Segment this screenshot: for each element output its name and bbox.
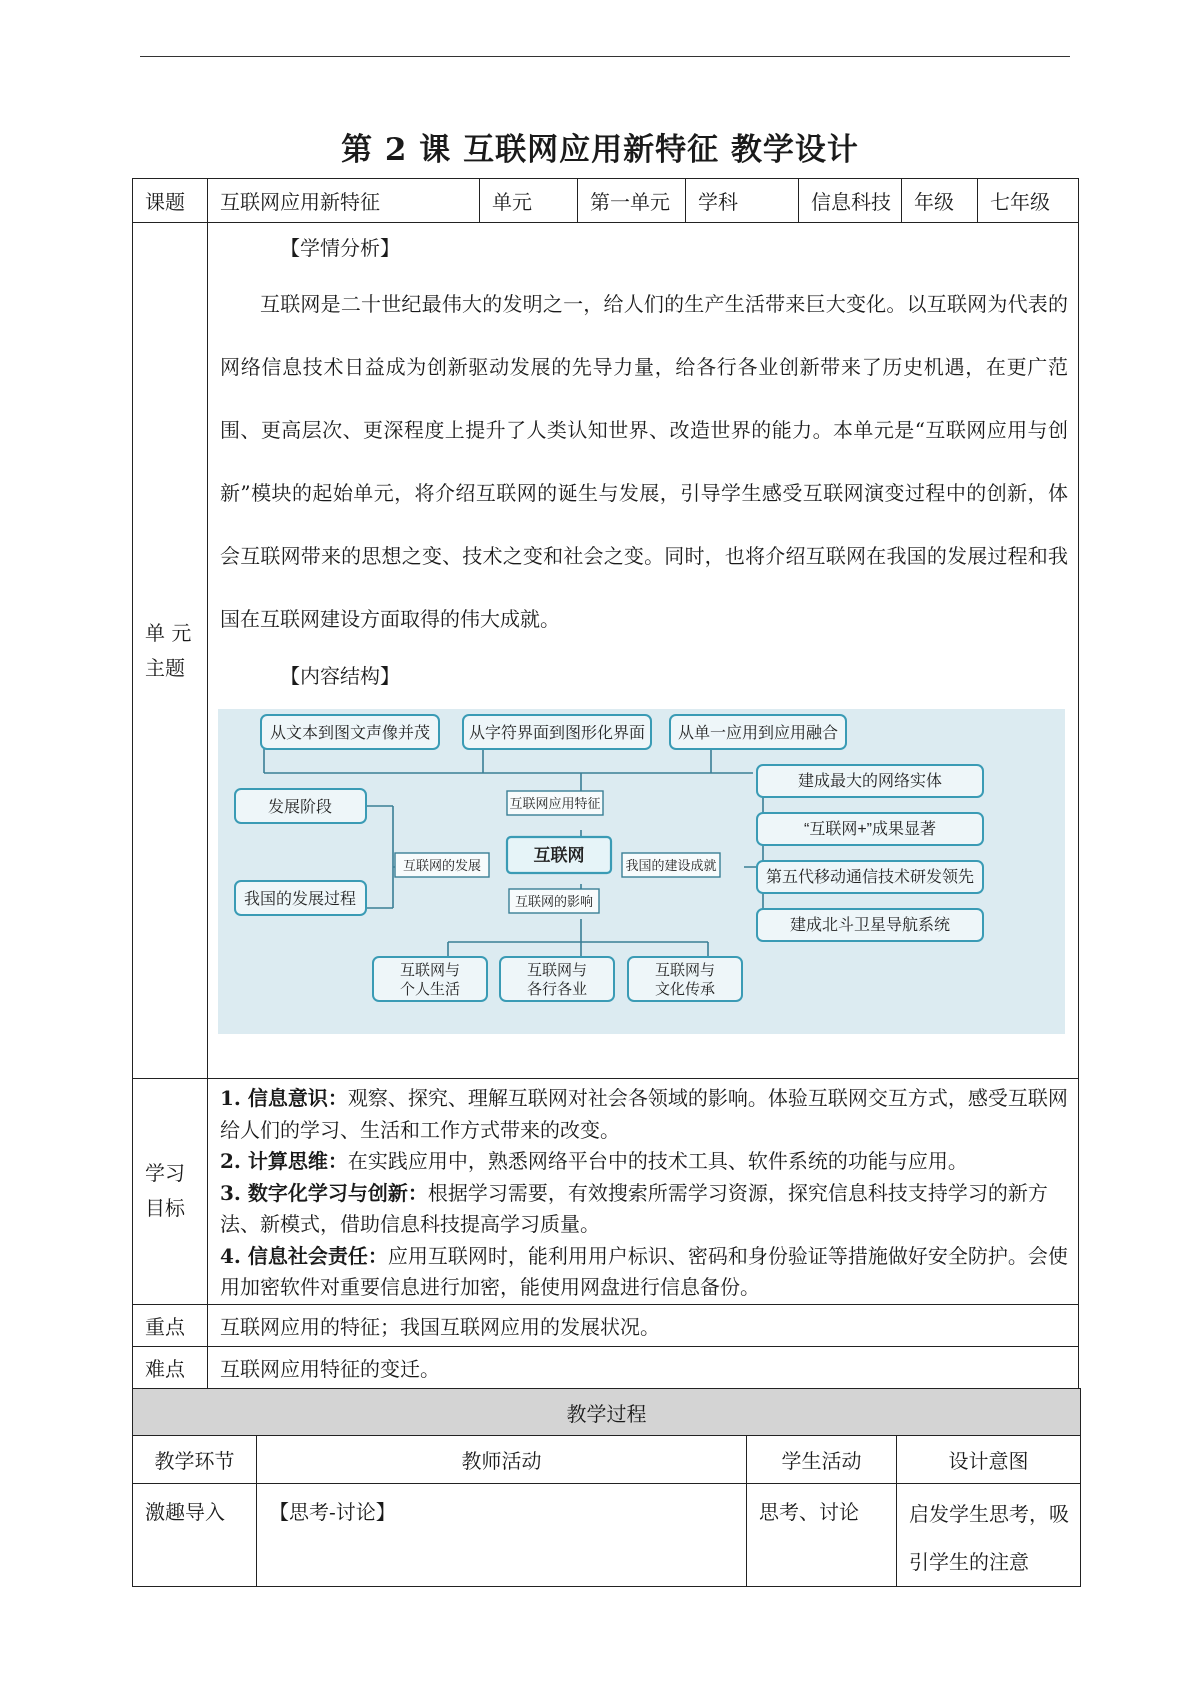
- analysis-heading: 【学情分析】: [280, 236, 400, 260]
- node-bottom-1-text-line1: 互联网与: [399, 962, 461, 979]
- objective-item: [220, 1241, 1068, 1304]
- col-teacher-header: 教师活动: [257, 1436, 747, 1484]
- process-stage: 激趣导入: [133, 1484, 257, 1587]
- node-top-1-text: 从文本到图文声像并茂: [269, 725, 431, 742]
- process-design-intent: 启发学生思考，吸引学生的注意: [897, 1484, 1081, 1587]
- objectives-row: [133, 1079, 1079, 1305]
- objective-text: 在实践应用中，熟悉网络平台中的技术工具、软件系统的功能与应用。: [347, 1149, 968, 1173]
- objective-item: [220, 1178, 1068, 1241]
- label-development-text: 互联网的发展: [402, 858, 482, 873]
- process-header-row: [133, 1389, 1081, 1436]
- process-teacher-activity: 【思考-讨论】: [257, 1484, 747, 1587]
- unit-theme-label-line1: 单 元: [145, 620, 192, 645]
- unit-theme-label: [133, 223, 208, 1079]
- objectives-label: [133, 1079, 208, 1305]
- subject-value: 信息科技: [799, 179, 902, 223]
- unit-theme-label-line2: 主题: [145, 655, 185, 680]
- node-right-3-text: 第五代移动通信技术研发领先: [765, 869, 975, 886]
- objective-item: [220, 1083, 1068, 1146]
- key-points-label: 重点: [133, 1304, 208, 1346]
- node-bottom-3-text-line2: 文化传承: [654, 981, 716, 998]
- objective-item: [220, 1146, 1068, 1178]
- node-bottom-2-text-line1: 互联网与: [526, 962, 588, 979]
- subject-label: 学科: [686, 179, 799, 223]
- difficulties-text: 互联网应用特征的变迁。: [208, 1346, 1079, 1388]
- difficulties-row: [133, 1346, 1079, 1388]
- unit-theme-content: [208, 223, 1079, 1079]
- node-bottom-1-text-line2: 个人生活: [399, 981, 461, 998]
- process-header: 教学过程: [133, 1389, 1081, 1436]
- process-student-activity: 思考、讨论: [747, 1484, 897, 1587]
- analysis-paragraph: 互联网是二十世纪最伟大的发明之一，给人们的生产生活带来巨大变化。以互联网为代表的网络信息技术日益成为创新驱动发展的先导力量，给各行各业创新带来了历史机遇，在更广范围、更高层次、更深程度上提升了人类认知世界、改造世界的能力。本单元是“互联网应用与创新”模块的起始单元，将介绍互联网的诞生与发展，引导学生感受互联网演变过程中的创新，体会互联网带来的思想之变、技术之变和社会之变。同时，也将介绍互联网在我国的发展过程和我国在互联网建设方面取得的伟大成就。: [220, 292, 1068, 631]
- objectives-label-line2: 目标: [145, 1196, 185, 1221]
- topic-label: 课题: [133, 179, 208, 223]
- key-points-text: 互联网应用的特征；我国互联网应用的发展状况。: [208, 1304, 1079, 1346]
- objective-text: 根据学习需要，有效搜索所需学习资源，探究信息科技支持学习的新方法、新模式，借助信息科技提高学习质量。: [220, 1180, 1048, 1236]
- objective-title: 2. 计算思维：: [220, 1149, 348, 1173]
- objective-title: 1. 信息意识：: [220, 1086, 348, 1110]
- process-row: [133, 1484, 1081, 1587]
- structure-heading: 【内容结构】: [280, 664, 400, 688]
- objective-text: 观察、探究、理解互联网对社会各领域的影响。体验互联网交互方式，感受互联网给人们的学习、生活和工作方式带来的改变。: [220, 1086, 1068, 1142]
- objectives-content: [208, 1079, 1079, 1305]
- key-points-row: [133, 1304, 1079, 1346]
- grade-value: 七年级: [978, 179, 1079, 223]
- label-features-text: 互联网应用特征: [509, 796, 601, 811]
- node-left-2-text: 我国的发展过程: [243, 891, 357, 908]
- center-node-text: 互联网: [533, 846, 585, 865]
- node-bottom-3-text-line1: 互联网与: [654, 962, 716, 979]
- objective-title: 4. 信息社会责任：: [220, 1243, 388, 1268]
- node-bottom-2-text-line2: 各行各业: [526, 981, 588, 998]
- col-intent-header: 设计意图: [897, 1436, 1081, 1484]
- grade-label: 年级: [902, 179, 978, 223]
- node-left-1-text: 发展阶段: [267, 799, 333, 816]
- topic-value: 互联网应用新特征: [208, 179, 480, 223]
- node-right-1-text: 建成最大的网络实体: [797, 773, 943, 790]
- objective-title: 3. 数字化学习与创新：: [220, 1180, 428, 1205]
- label-achievements-text: 我国的建设成就: [625, 858, 717, 873]
- node-right-2-text: “互联网+”成果显著: [803, 821, 937, 838]
- document-title: 第 2 课 互联网应用新特征 教学设计: [341, 132, 859, 168]
- objective-text: 应用互联网时，能利用用户标识、密码和身份验证等措施做好安全防护。会使用加密软件对重要信息进行加密，能使用网盘进行信息备份。: [220, 1243, 1068, 1299]
- label-impact-text: 互联网的影响: [514, 894, 594, 909]
- info-row: [133, 179, 1079, 223]
- process-columns-row: [133, 1436, 1081, 1484]
- col-student-header: 学生活动: [747, 1436, 897, 1484]
- unit-label: 单元: [480, 179, 578, 223]
- header-rule: [140, 56, 1070, 57]
- node-top-3-text: 从单一应用到应用融合: [677, 725, 839, 742]
- unit-value: 第一单元: [578, 179, 686, 223]
- node-top-2-text: 从字符界面到图形化界面: [468, 725, 646, 742]
- unit-theme-row: [133, 223, 1079, 1079]
- difficulties-label: 难点: [133, 1346, 208, 1388]
- objectives-label-line1: 学习: [145, 1161, 185, 1186]
- node-right-4-text: 建成北斗卫星导航系统: [789, 917, 951, 934]
- col-stage-header: 教学环节: [133, 1436, 257, 1484]
- lesson-info-table: [132, 178, 1079, 1389]
- teaching-process-table: [132, 1388, 1081, 1587]
- content-structure-diagram: [218, 709, 1065, 1034]
